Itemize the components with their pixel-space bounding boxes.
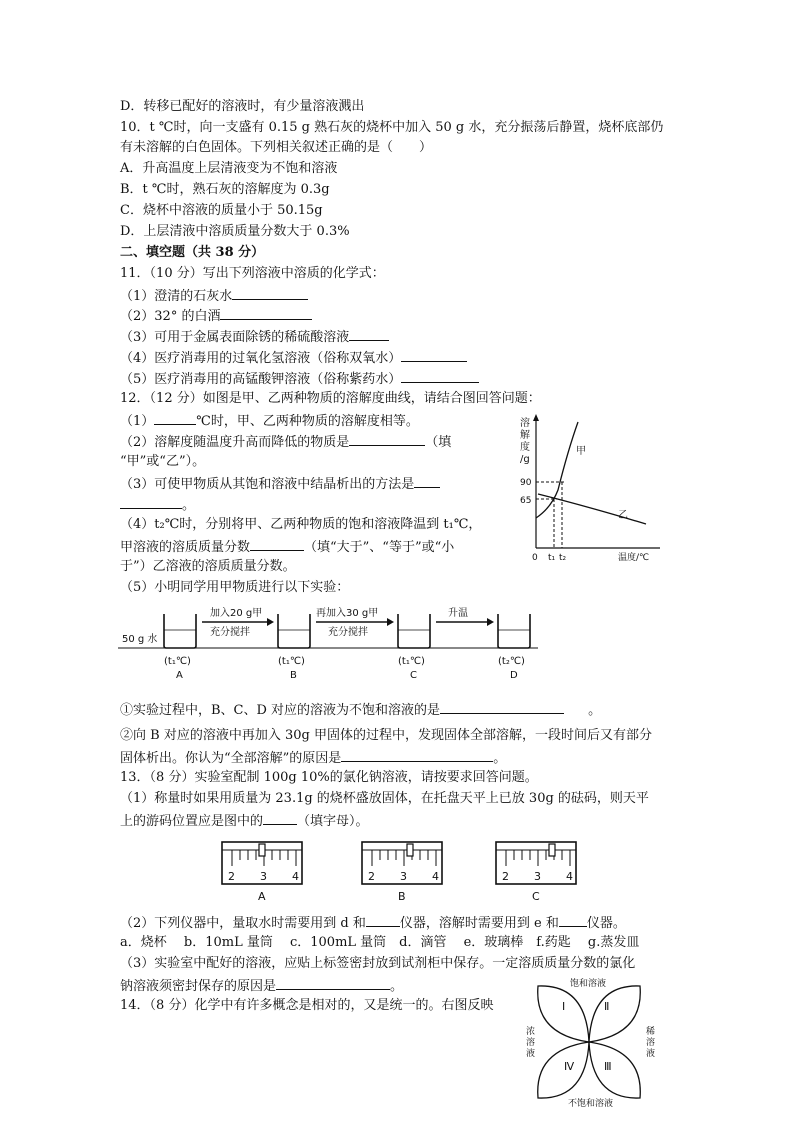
curve-jia (536, 422, 578, 518)
q13-stem: 13．（8 分）实验室配制 100g 10%的氯化钠溶液，请按要求回答问题。 (120, 770, 538, 785)
experiment-diagram (118, 600, 538, 684)
step2-label: 再加入30 g甲 (316, 608, 379, 619)
tick-65: 65 (520, 496, 532, 506)
q11-item-5: （5）医疗消毒用的高锰酸钾溶液（俗称紫药水） (120, 369, 479, 389)
q12-part-2-cont: “甲”或“乙”）。 (120, 454, 206, 469)
ylabel-char: /g (520, 454, 530, 465)
ruler-b (358, 838, 446, 906)
svg-text:3: 3 (534, 870, 541, 883)
answer-blank[interactable] (341, 748, 493, 762)
arrow-2-head (387, 618, 394, 626)
label-yi: 乙 (618, 510, 628, 521)
label-b: B (290, 670, 297, 681)
petal-2 (589, 986, 640, 1042)
temp-d: (t₂℃) (498, 656, 525, 667)
region-1: Ⅰ (562, 1000, 566, 1013)
svg-text:2: 2 (368, 870, 375, 883)
ruler-c-slider (549, 844, 555, 856)
q10-option-c: C．烧杯中溶液的质量小于 50.15g (120, 203, 323, 218)
step2-stir: 充分搅拌 (328, 627, 368, 638)
step1-stir: 充分搅拌 (210, 627, 250, 638)
answer-blank[interactable] (366, 913, 400, 927)
q13-part-1-cont: 上的游码位置应是图中的 （填字母）。 (120, 811, 369, 831)
q12-part-3: （3）可使甲物质从其饱和溶液中结晶析出的方法是 (120, 474, 440, 494)
q13-part-2: （2）下列仪器中，量取水时需要用到 d 和 仪器，溶解时需要用到 e 和 仪器。 (120, 913, 626, 933)
q10-option-b: B．t ℃时，熟石灰的溶解度为 0.3g (120, 182, 330, 197)
water-label: 50 g 水 (122, 634, 158, 645)
q12-part-4: （4）t₂℃时，分别将甲、乙两种物质的饱和溶液降温到 t₁℃， (120, 517, 482, 532)
q12-subq-2: ②向 B 对应的溶液中再加入 30g 甲固体的过程中，发现固体全部溶解，一段时间后又有部分 (120, 728, 652, 743)
q13-part-3-cont: 钠溶液须密封保存的原因是 。 (120, 976, 403, 996)
ylabel-char: 溶 (520, 418, 530, 429)
ruler-a-slider (259, 844, 265, 856)
q11-item-2: （2）32° 的白酒 (120, 306, 312, 326)
tick-0: 0 (532, 553, 538, 563)
svg-text:3: 3 (260, 870, 267, 883)
label-saturated: 饱和溶液 (570, 979, 607, 989)
temp-b: (t₁℃) (278, 656, 305, 667)
petal-3 (589, 1042, 640, 1098)
temp-a: (t₁℃) (164, 656, 191, 667)
q12-part-4-cont: 甲溶液的溶质质量分数 （填“大于”、“等于”或“小 (120, 537, 454, 557)
solubility-curve-graph (516, 410, 666, 570)
answer-blank[interactable] (263, 811, 297, 825)
label-jia: 甲 (576, 446, 586, 457)
y-axis-arrow (533, 414, 539, 421)
label-unsaturated: 不饱和溶液 (568, 1099, 614, 1109)
arrow-3-head (487, 618, 494, 626)
ruler-a (218, 838, 306, 906)
label-dilute (646, 1025, 655, 1059)
petal-1 (538, 986, 589, 1042)
q10-stem-line2: 有未溶解的白色固体。下列相关叙述正确的是（ ） (120, 140, 433, 155)
q12-subq-1: ①实验过程中，B、C、D 对应的溶液为不饱和溶液的是 。 (120, 700, 601, 720)
q9-option-d: D．转移已配好的溶液时，有少量溶液溅出 (120, 99, 365, 114)
svg-text:稀: 稀 (646, 1027, 656, 1037)
q13-part-1: （1）称量时如果用质量为 23.1g 的烧杯盛放固体，在托盘天平上已放 30g 的砝码，则天平 (120, 791, 649, 806)
q12-subq-2-cont: 固体析出。你认为“全部溶解”的原因是 。 (120, 748, 506, 768)
svg-text:A: A (258, 890, 266, 903)
tick-90: 90 (520, 478, 532, 488)
answer-blank[interactable] (276, 976, 390, 990)
ylabel-char: 解 (520, 430, 530, 441)
q13-options: a．烧杯 b．10mL 量筒 c．100mL 量筒 d．滴管 e．玻璃棒 f.药匙 g.蒸发皿 (120, 935, 640, 950)
svg-text:C: C (532, 890, 540, 903)
x-axis-label: 温度/℃ (618, 553, 650, 563)
answer-blank[interactable] (250, 537, 304, 551)
answer-blank[interactable] (120, 495, 182, 509)
answer-blank[interactable] (220, 306, 312, 320)
beaker-c (398, 614, 430, 648)
region-2: Ⅱ (604, 1000, 610, 1013)
answer-blank[interactable] (349, 432, 425, 446)
answer-blank[interactable] (232, 286, 308, 300)
concept-petal-diagram (512, 974, 666, 1110)
answer-blank[interactable] (440, 700, 564, 714)
svg-text:浓: 浓 (526, 1027, 536, 1037)
svg-text:2: 2 (228, 870, 235, 883)
answer-blank[interactable] (349, 327, 389, 341)
answer-blank[interactable] (401, 348, 467, 362)
q10-option-d: D．上层清液中溶质质量分数大于 0.3% (120, 224, 350, 239)
q10-stem-line1: 10．t ℃时，向一支盛有 0.15 g 熟石灰的烧杯中加入 50 g 水，充分振荡后静置，烧杯底部仍 (120, 120, 664, 135)
svg-text:4: 4 (292, 870, 299, 883)
region-4: Ⅳ (564, 1060, 575, 1073)
ylabel-char: 度 (520, 442, 530, 453)
beaker-d (498, 614, 530, 648)
q12-part-3-cont: 。 (120, 495, 195, 515)
step3-label: 升温 (448, 608, 468, 619)
temp-c: (t₁℃) (398, 656, 425, 667)
q11-item-3: （3）可用于金属表面除锈的稀硫酸溶液 (120, 327, 389, 347)
q14-stem: 14．（8 分）化学中有许多概念是相对的，又是统一的。右图反映 (120, 998, 494, 1013)
section-title: 二、填空题（共 38 分） (120, 245, 265, 260)
answer-blank[interactable] (154, 411, 196, 425)
answer-blank[interactable] (414, 474, 440, 488)
label-concentrated (526, 1025, 535, 1059)
svg-text:液: 液 (526, 1049, 536, 1059)
svg-text:液: 液 (646, 1049, 656, 1059)
q10-option-a: A．升高温度上层清液变为不饱和溶液 (120, 161, 338, 176)
beaker-b (278, 614, 310, 648)
q12-part-4-end: 于”）乙溶液的溶质质量分数。 (120, 559, 296, 574)
tick-t2: t₂ (559, 553, 567, 563)
answer-blank[interactable] (559, 913, 587, 927)
svg-text:4: 4 (566, 870, 573, 883)
svg-text:溶: 溶 (526, 1038, 536, 1048)
answer-blank[interactable] (401, 369, 479, 383)
q11-item-4: （4）医疗消毒用的过氧化氢溶液（俗称双氧水） (120, 348, 467, 368)
svg-text:B: B (398, 890, 406, 903)
svg-text:溶: 溶 (646, 1038, 656, 1048)
q11-stem: 11．（10 分）写出下列溶液中溶质的化学式： (120, 266, 385, 281)
tick-t1: t₁ (548, 553, 556, 563)
q12-part-1: （1） ℃时，甲、乙两种物质的溶解度相等。 (120, 411, 419, 431)
label-d: D (510, 670, 518, 681)
step1-label: 加入20 g甲 (210, 608, 263, 619)
beaker-a (164, 614, 196, 648)
arrow-1-head (267, 618, 274, 626)
svg-text:2: 2 (502, 870, 509, 883)
q12-stem: 12．（12 分）如图是甲、乙两种物质的溶解度曲线，请结合图回答问题： (120, 391, 541, 406)
svg-text:3: 3 (400, 870, 407, 883)
q11-item-1: （1）澄清的石灰水 (120, 286, 308, 306)
q13-part-3: （3）实验室中配好的溶液，应贴上标签密封放到试剂柜中保存。一定溶质质量分数的氯化 (120, 956, 636, 971)
ruler-b-slider (407, 844, 413, 856)
q12-part-2: （2）溶解度随温度升高而降低的物质是 （填 (120, 432, 451, 452)
label-a: A (176, 670, 183, 681)
label-c: C (410, 670, 417, 681)
q12-part-5: （5）小明同学用甲物质进行以下实验： (120, 580, 350, 595)
svg-text:4: 4 (432, 870, 439, 883)
ruler-c (492, 838, 580, 906)
region-3: Ⅲ (604, 1060, 612, 1073)
